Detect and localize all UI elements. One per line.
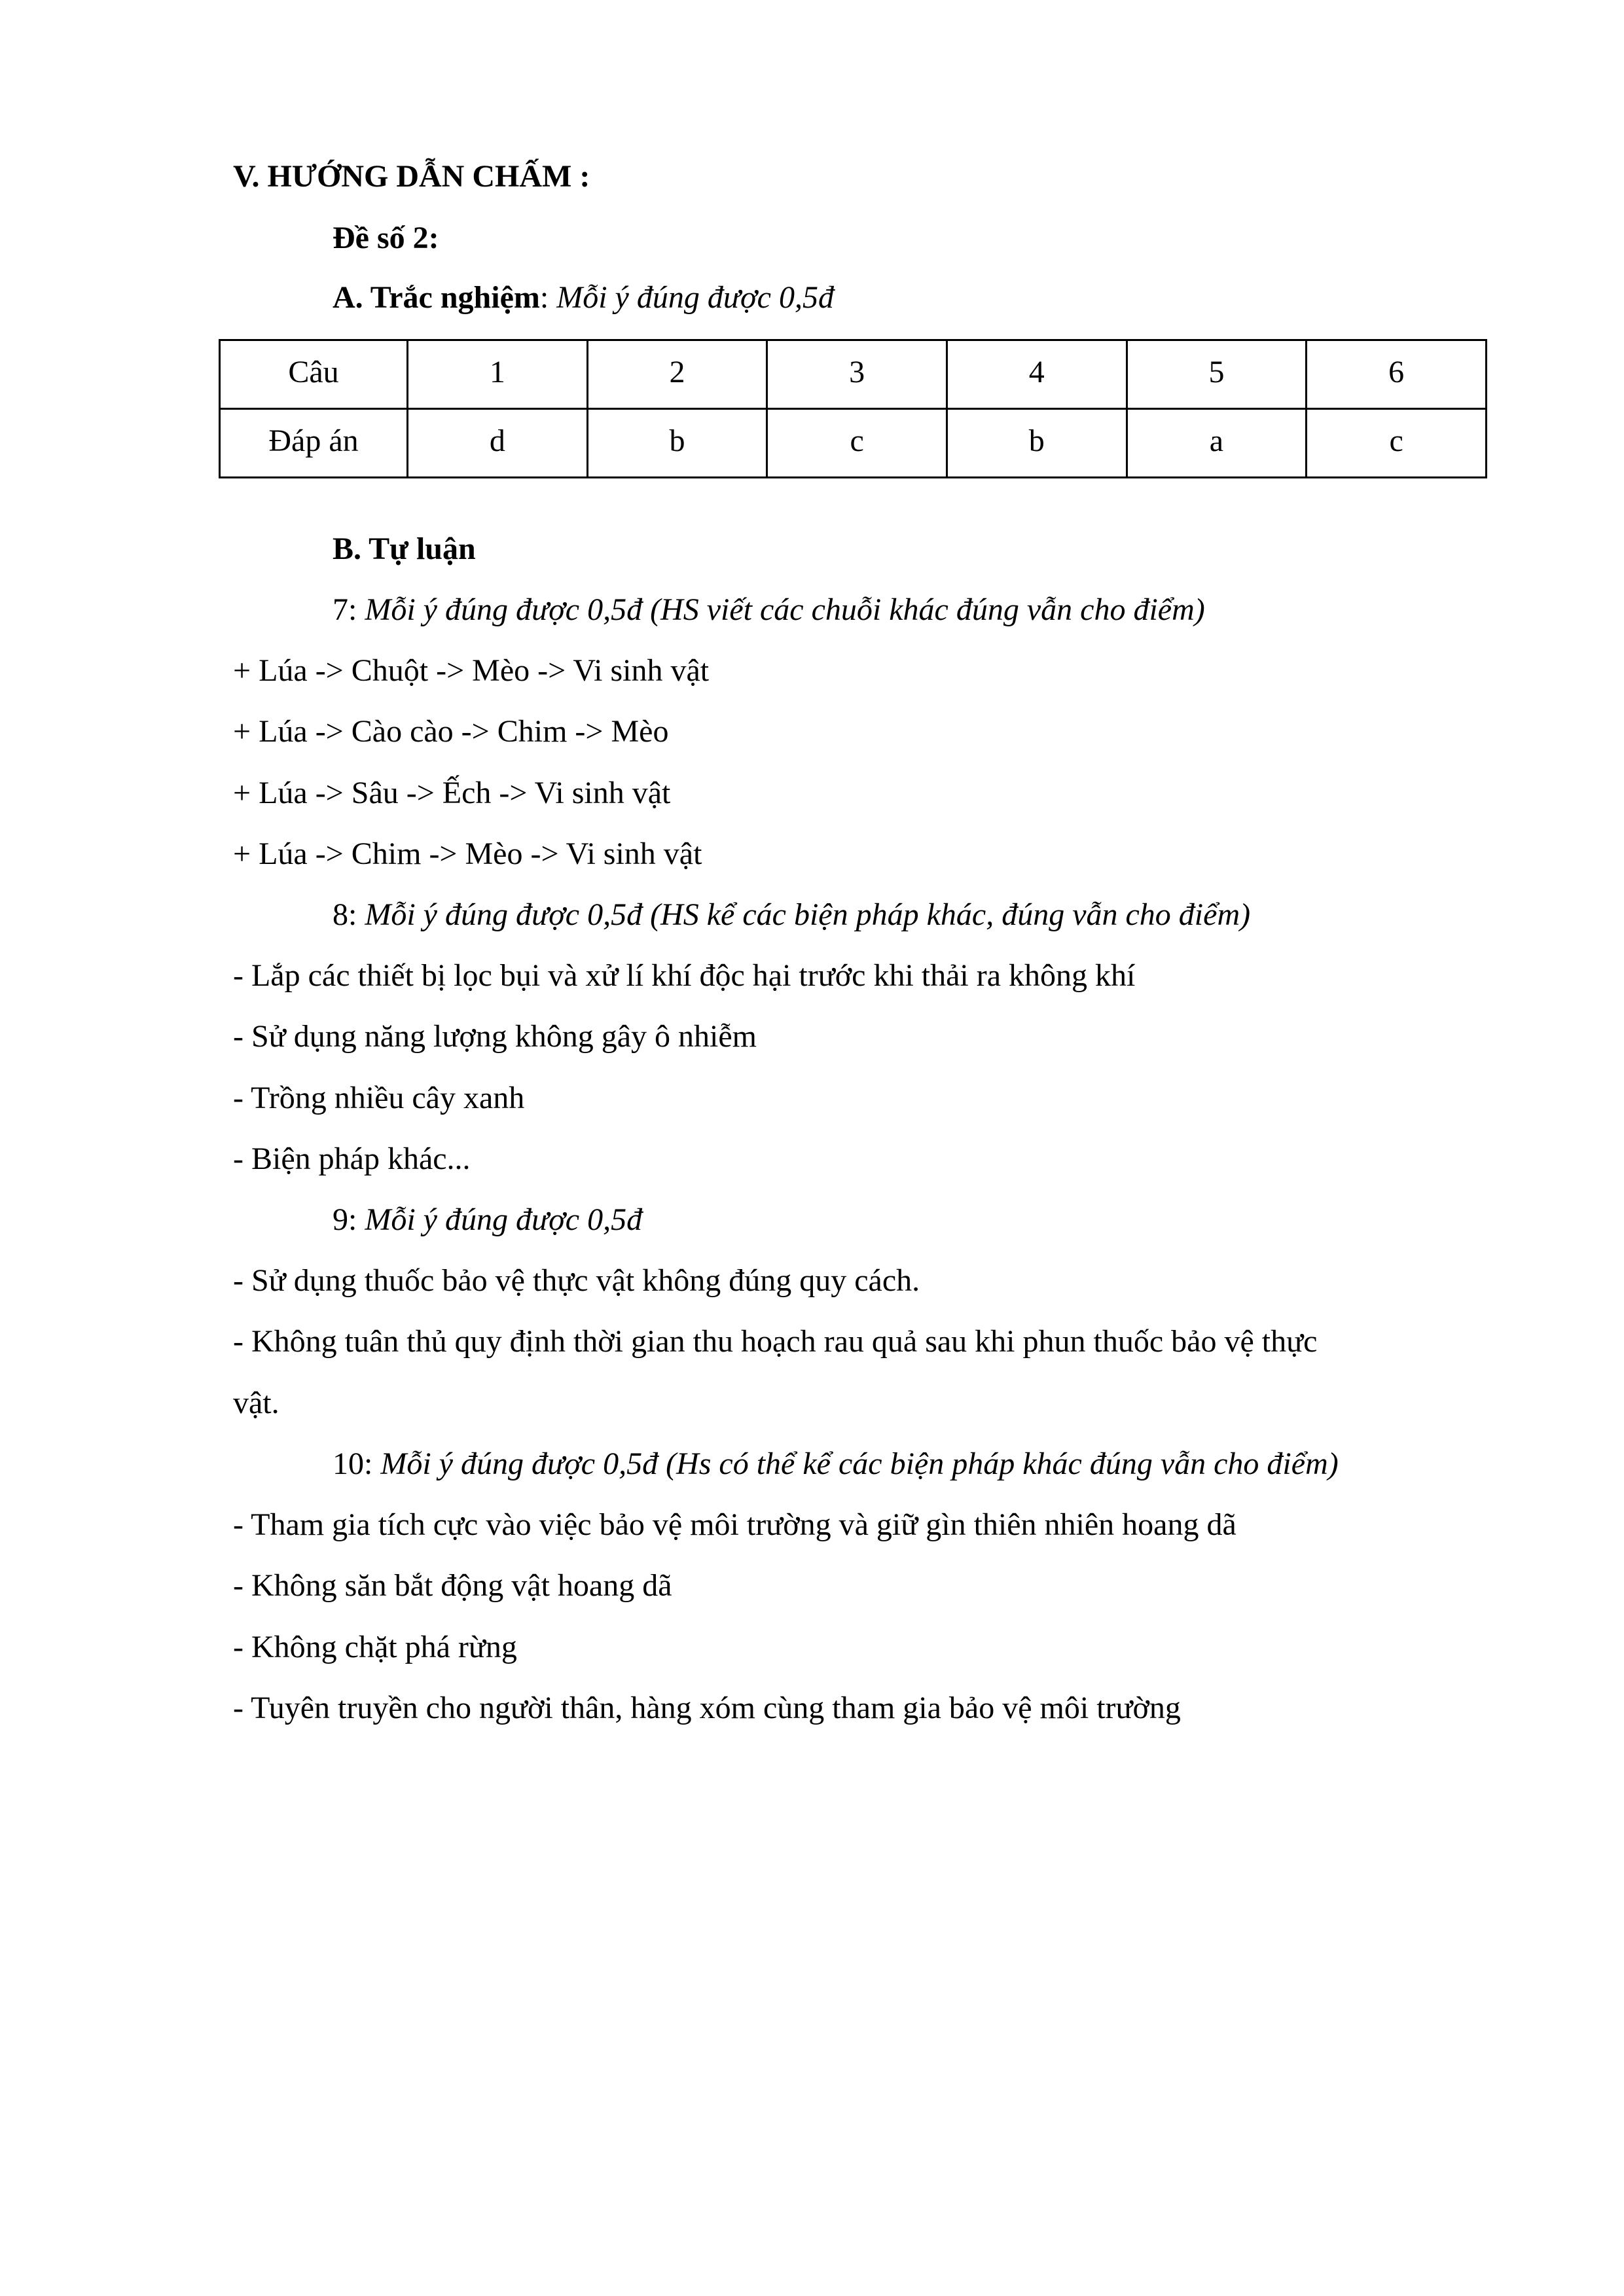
list-item: - Không tuân thủ quy định thời gian thu hoạch rau quả sau khi phun thuốc bảo vệ thực [233,1324,1318,1359]
part-a-sep: : [539,280,557,315]
list-item: - Tham gia tích cực vào việc bảo vệ môi trường và giữ gìn thiên nhiên hoang dã [233,1507,1236,1542]
section-heading: V. HƯỚNG DẪN CHẤM : [233,159,590,194]
list-item: - Trồng nhiều cây xanh [233,1081,525,1115]
list-item: + Lúa -> Chim -> Mèo -> Vi sinh vật [233,836,702,871]
q9-note: Mỗi ý đúng được 0,5đ [365,1202,643,1237]
exam-number: Đề số 2: [333,221,439,255]
q10-heading [333,1444,1339,1484]
part-a-title [333,278,834,317]
list-item: + Lúa -> Cào cào -> Chim -> Mèo [233,714,669,749]
list-item: - Lắp các thiết bị lọc bụi và xử lí khí độc hại trước khi thải ra không khí [233,958,1136,993]
table-cell: Câu [220,340,408,409]
list-item: - Không chặt phá rừng [233,1630,517,1664]
q9-heading [333,1200,642,1240]
q10-note: Mỗi ý đúng được 0,5đ (Hs có thể kể các biện pháp khác đúng vẫn cho điểm) [380,1446,1339,1481]
list-item: vật. [233,1386,280,1420]
list-item: + Lúa -> Chuột -> Mèo -> Vi sinh vật [233,653,710,688]
table-row [220,340,1487,409]
q7-heading [333,590,1205,630]
q10-number: 10: [333,1446,381,1481]
q8-note: Mỗi ý đúng được 0,5đ (HS kể các biện pháp khác, đúng vẫn cho điểm) [365,897,1251,932]
table-cell: c [767,409,947,478]
table-cell: 2 [587,340,767,409]
part-b-title: B. Tự luận [333,531,476,566]
q7-note: Mỗi ý đúng được 0,5đ (HS viết các chuỗi khác đúng vẫn cho điểm) [365,592,1205,627]
list-item: - Không săn bắt động vật hoang dã [233,1568,672,1603]
q7-number: 7: [333,592,365,627]
table-cell: 3 [767,340,947,409]
list-item: - Sử dụng thuốc bảo vệ thực vật không đúng quy cách. [233,1263,920,1298]
part-a-note: Mỗi ý đúng được 0,5đ [556,280,834,315]
q8-heading [333,895,1250,935]
table-cell: b [587,409,767,478]
table-cell: Đáp án [220,409,408,478]
table-row [220,409,1487,478]
table-cell: 1 [408,340,588,409]
table-cell: 5 [1127,340,1307,409]
table-cell: c [1307,409,1487,478]
list-item: - Sử dụng năng lượng không gây ô nhiễm [233,1019,757,1054]
table-cell: 6 [1307,340,1487,409]
list-item: - Tuyên truyền cho người thân, hàng xóm cùng tham gia bảo vệ môi trường [233,1691,1181,1725]
answer-table [219,339,1487,478]
part-a-label: A. Trắc nghiệm [333,280,540,315]
list-item: + Lúa -> Sâu -> Ếch -> Vi sinh vật [233,776,671,810]
list-item: - Biện pháp khác... [233,1141,471,1176]
table-cell: a [1127,409,1307,478]
table-cell: b [947,409,1127,478]
table-cell: d [408,409,588,478]
table-cell: 4 [947,340,1127,409]
q8-number: 8: [333,897,365,932]
q9-number: 9: [333,1202,365,1237]
